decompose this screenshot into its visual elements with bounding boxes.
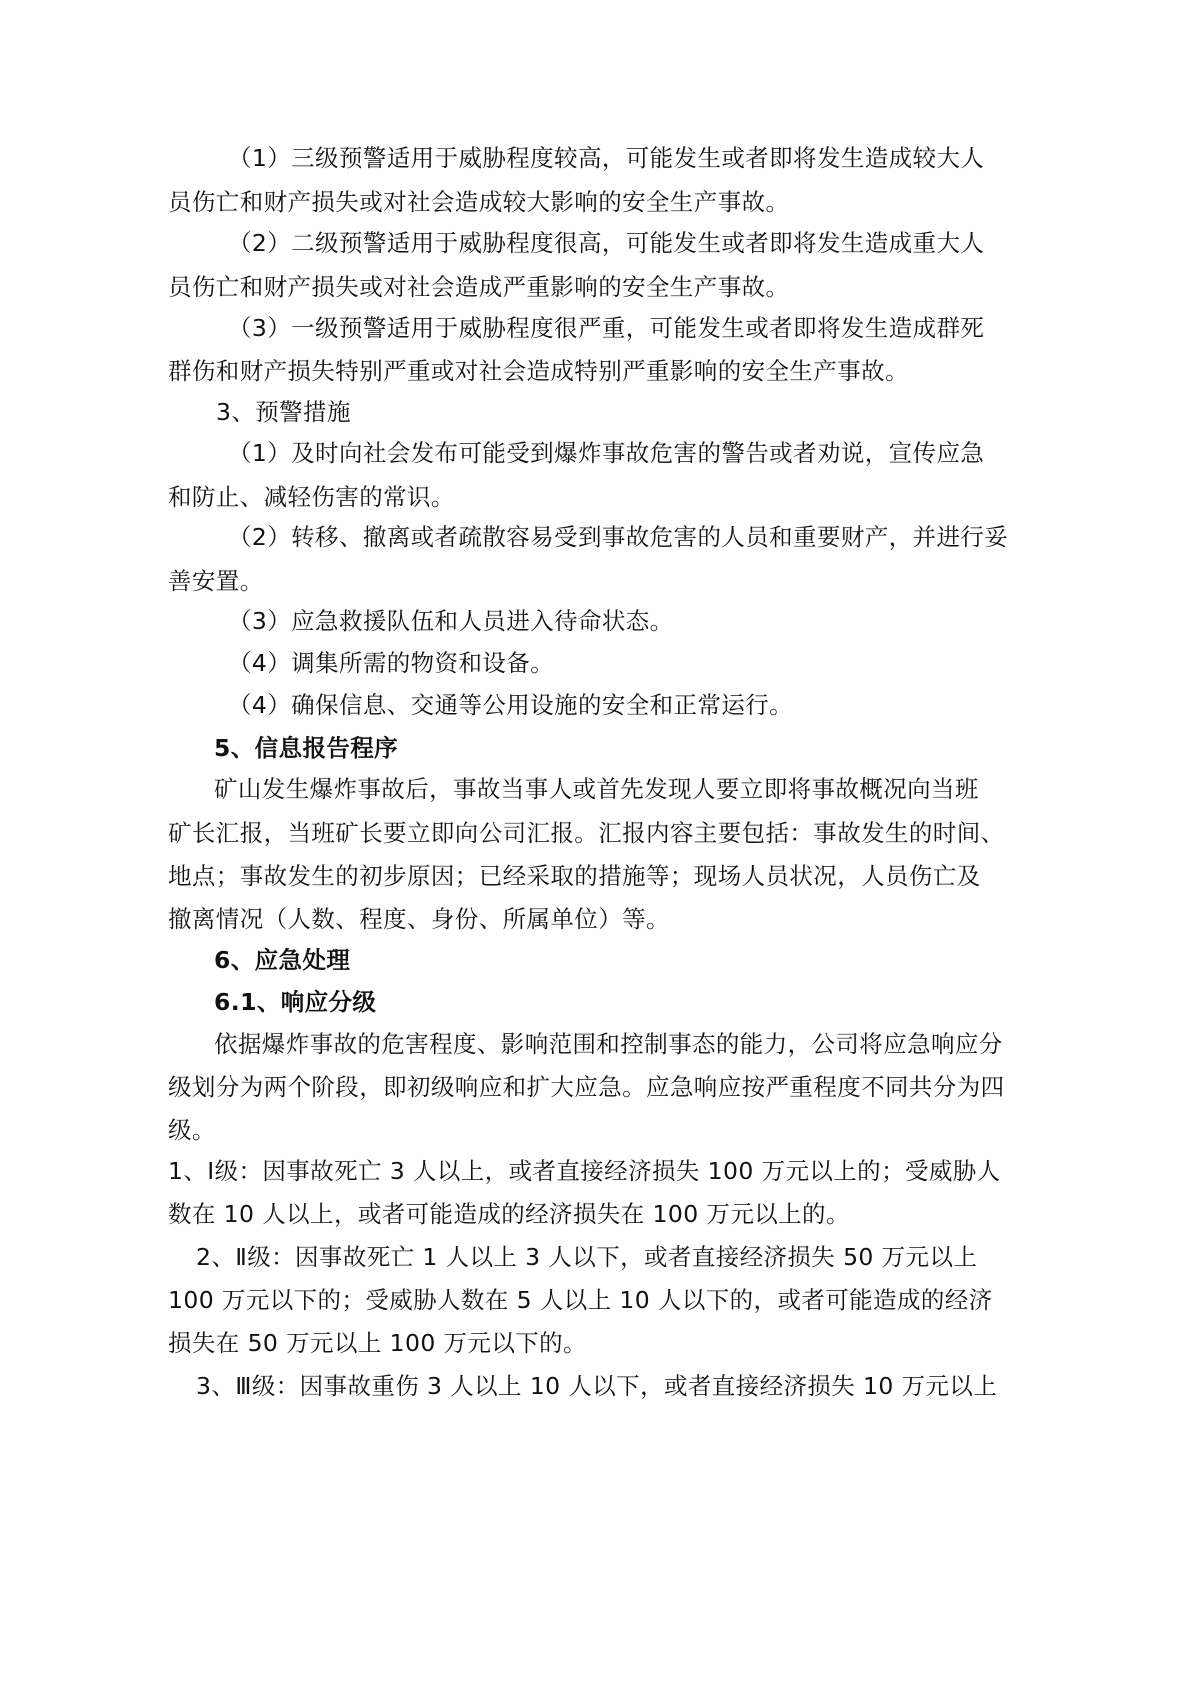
paragraph-line: 和防止、减轻伤害的常识。 xyxy=(168,483,455,511)
paragraph-line: （2）二级预警适用于威胁程度很高，可能发生或者即将发生造成重大人 xyxy=(228,229,985,257)
paragraph-line: 2、Ⅱ级：因事故死亡 1 人以上 3 人以下，或者直接经济损失 50 万元以上 xyxy=(196,1243,978,1271)
paragraph-line: 矿长汇报，当班矿长要立即向公司汇报。汇报内容主要包括：事故发生的时间、 xyxy=(168,819,1005,847)
paragraph-line: （4）确保信息、交通等公用设施的安全和正常运行。 xyxy=(228,691,794,719)
section-heading: 5、信息报告程序 xyxy=(214,734,399,762)
paragraph-line: （2）转移、撤离或者疏散容易受到事故危害的人员和重要财产，并进行妥 xyxy=(228,523,1009,551)
paragraph-line: 数在 10 人以上，或者可能造成的经济损失在 100 万元以上的。 xyxy=(168,1200,850,1228)
paragraph-line: 员伤亡和财产损失或对社会造成较大影响的安全生产事故。 xyxy=(168,188,790,216)
paragraph-line: 员伤亡和财产损失或对社会造成严重影响的安全生产事故。 xyxy=(168,273,790,301)
paragraph-line: 3、Ⅲ级：因事故重伤 3 人以上 10 人以下，或者直接经济损失 10 万元以上 xyxy=(196,1372,998,1400)
paragraph-line: （3）应急救援队伍和人员进入待命状态。 xyxy=(228,607,674,635)
paragraph-line: （1）及时向社会发布可能受到爆炸事故危害的警告或者劝说，宣传应急 xyxy=(228,439,985,467)
paragraph-line: 依据爆炸事故的危害程度、影响范围和控制事态的能力，公司将应急响应分 xyxy=(214,1030,1003,1058)
paragraph-line: （4）调集所需的物资和设备。 xyxy=(228,649,555,677)
section-heading: 6、应急处理 xyxy=(214,946,351,974)
section-heading: 3、预警措施 xyxy=(216,398,351,426)
paragraph-line: 善安置。 xyxy=(168,567,264,595)
paragraph-line: 群伤和财产损失特别严重或对社会造成特别严重影响的安全生产事故。 xyxy=(168,357,909,385)
paragraph-line: 级划分为两个阶段，即初级响应和扩大应急。应急响应按严重程度不同共分为四 xyxy=(168,1073,1005,1101)
paragraph-line: 损失在 50 万元以上 100 万元以下的。 xyxy=(168,1329,587,1357)
paragraph-line: 100 万元以下的；受威胁人数在 5 人以上 10 人以下的，或者可能造成的经济 xyxy=(168,1286,993,1314)
paragraph-line: 地点；事故发生的初步原因；已经采取的措施等；现场人员状况，人员伤亡及 xyxy=(168,862,981,890)
paragraph-line: 级。 xyxy=(168,1116,216,1144)
subsection-heading: 6.1、响应分级 xyxy=(214,988,377,1016)
paragraph-line: 1、Ⅰ级：因事故死亡 3 人以上，或者直接经济损失 100 万元以上的；受威胁人 xyxy=(168,1157,1001,1185)
paragraph-line: 撤离情况（人数、程度、身份、所属单位）等。 xyxy=(168,905,670,933)
paragraph-line: （3）一级预警适用于威胁程度很严重，可能发生或者即将发生造成群死 xyxy=(228,314,985,342)
paragraph-line: （1）三级预警适用于威胁程度较高，可能发生或者即将发生造成较大人 xyxy=(228,144,985,172)
paragraph-line: 矿山发生爆炸事故后，事故当事人或首先发现人要立即将事故概况向当班 xyxy=(214,775,979,803)
